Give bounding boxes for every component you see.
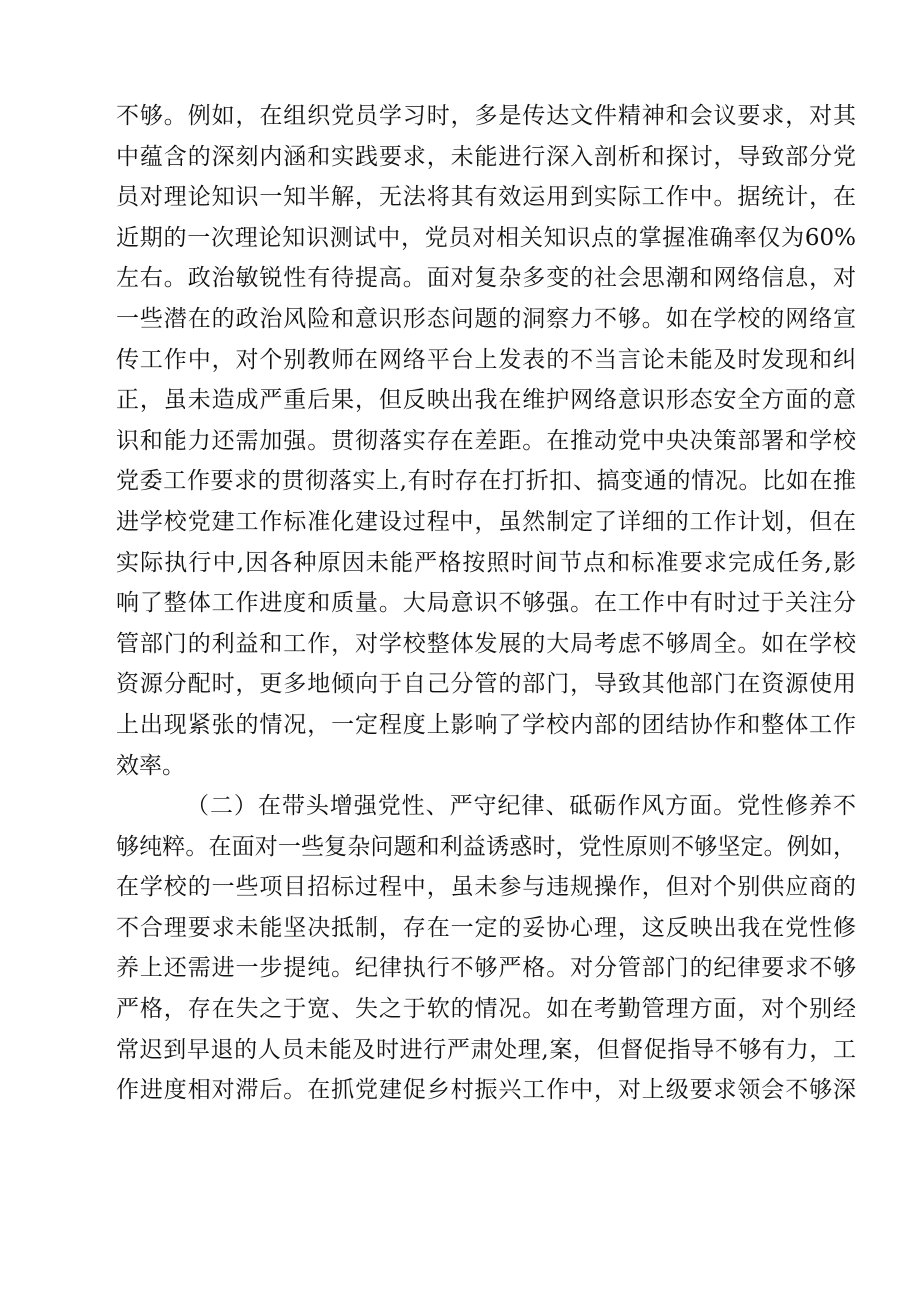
paragraph-line: 管部门的利益和工作，对学校整体发展的大局考虑不够周全。如在学校 — [116, 630, 856, 657]
paragraph-line: （二）在带头增强党性、严守纪律、砥砺作风方面。党性修养不 — [186, 793, 856, 820]
paragraph-line: 左右。政治敏锐性有待提高。面对复杂多变的社会思潮和网络信息，对 — [116, 265, 856, 292]
paragraph-1 — [116, 96, 856, 786]
paragraph-line: 中蕴含的深刻内涵和实践要求，未能进行深入剖析和探讨，导致部分党 — [116, 143, 856, 170]
document-body — [116, 96, 856, 1111]
paragraph-line: 实际执行中,因各种原因未能严格按照时间节点和标准要求完成任务,影 — [116, 549, 856, 576]
paragraph-line: 传工作中，对个别教师在网络平台上发表的不当言论未能及时发现和纠 — [116, 346, 856, 373]
paragraph-line: 不合理要求未能坚决抵制，存在一定的妥协心理，这反映出我在党性修 — [116, 914, 856, 941]
paragraph-line: 党委工作要求的贯彻落实上,有时存在打折扣、搞变通的情况。比如在推 — [116, 468, 856, 495]
paragraph-line: 养上还需进一步提纯。纪律执行不够严格。对分管部门的纪律要求不够 — [116, 955, 856, 982]
paragraph-line: 够纯粹。在面对一些复杂问题和利益诱惑时，党性原则不够坚定。例如， — [116, 833, 856, 860]
paragraph-line: 上出现紧张的情况，一定程度上影响了学校内部的团结协作和整体工作 — [116, 711, 856, 738]
paragraph-line: 严格，存在失之于宽、失之于软的情况。如在考勤管理方面，对个别经 — [116, 996, 856, 1023]
paragraph-line: 识和能力还需加强。贯彻落实存在差距。在推动党中央决策部署和学校 — [116, 427, 856, 454]
paragraph-line: 资源分配时，更多地倾向于自己分管的部门，导致其他部门在资源使用 — [116, 671, 856, 698]
paragraph-line: 近期的一次理论知识测试中，党员对相关知识点的掌握准确率仅为60% — [116, 224, 856, 251]
paragraph-line: 正，虽未造成严重后果，但反映出我在维护网络意识形态安全方面的意 — [116, 387, 856, 414]
paragraph-line: 响了整体工作进度和质量。大局意识不够强。在工作中有时过于关注分 — [116, 590, 856, 617]
paragraph-2 — [116, 786, 856, 1111]
paragraph-line: 常迟到早退的人员未能及时进行严肃处理,案，但督促指导不够有力，工 — [116, 1036, 856, 1063]
paragraph-line: 作进度相对滞后。在抓党建促乡村振兴工作中，对上级要求领会不够深 — [116, 1077, 856, 1104]
paragraph-line: 不够。例如，在组织党员学习时，多是传达文件精神和会议要求，对其 — [116, 103, 856, 129]
paragraph-line: 员对理论知识一知半解，无法将其有效运用到实际工作中。据统计，在 — [116, 184, 856, 211]
paragraph-line: 效率。 — [116, 752, 185, 779]
paragraph-line: 在学校的一些项目招标过程中，虽未参与违规操作，但对个别供应商的 — [116, 874, 856, 901]
paragraph-line: 一些潜在的政治风险和意识形态问题的洞察力不够。如在学校的网络宣 — [116, 305, 856, 332]
paragraph-line: 进学校党建工作标准化建设过程中，虽然制定了详细的工作计划，但在 — [116, 508, 856, 535]
